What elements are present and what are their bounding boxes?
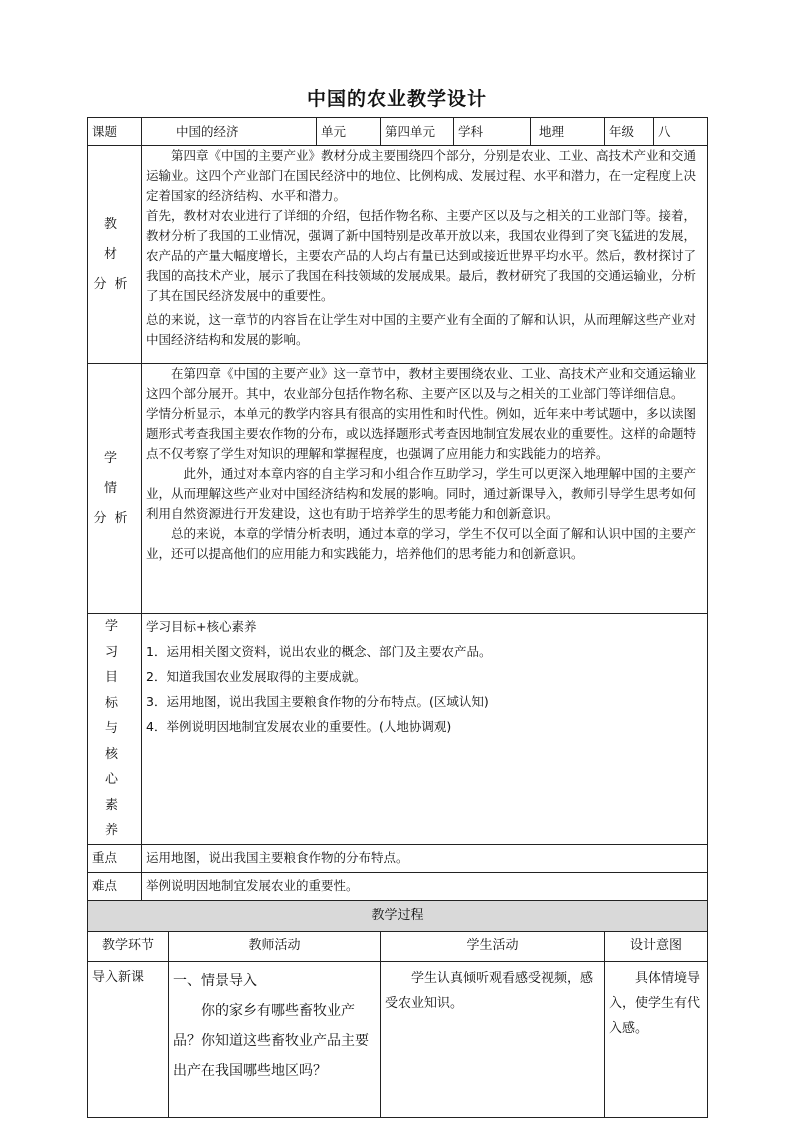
topic-label: 课题	[88, 118, 142, 146]
objectives-label-line: 养	[104, 823, 124, 838]
student-paragraph: 学情分析显示，本单元的教学内容具有很高的实用性和时代性。例如，近年来中考试题中，多以读图题形式考查我国主要农作物的分布，或以选择题形式考查因地制宜发展农业的重要性。这样的命题特点不仅考察了学生对知识的理解和掌握程度，也强调了应用能力和实践能力的培养。	[146, 406, 697, 461]
objectives-label-line: 目 标	[104, 670, 124, 711]
process-row	[88, 961, 708, 1117]
objectives-row	[88, 614, 708, 845]
material-paragraph: 总的来说，这一章节的内容旨在让学生对中国的主要产业有全面的了解和认识，从而理解这些产业对中国经济结构和发展的影响。	[146, 312, 697, 347]
column-student: 学生活动	[381, 931, 605, 961]
unit-label: 单元	[317, 118, 381, 146]
process-title-row	[88, 900, 708, 931]
student-activity: 学生认真倾听观看感受视频，感受农业知识。	[385, 970, 594, 1011]
difficult-point-value: 举例说明因地制宜发展农业的重要性。	[142, 872, 708, 900]
topic-value: 中国的经济	[142, 118, 317, 146]
student-paragraph: 总的来说，本章的学情分析表明，通过本章的学习，学生不仅可以全面了解和认识中国的主要产业，还可以提高他们的应用能力和实践能力，培养他们的思考能力和创新意识。	[146, 526, 697, 561]
material-paragraph: 首先，教材对农业进行了详细的介绍，包括作物名称、主要产区以及与之相关的工业部门等。接着，教材分析了我国的工业情况，强调了新中国特别是改革开放以来，我国农业得到了突飞猛进的发展，农产品的产量大幅度增长，主要农产品的人均占有量已达到或接近世界平均水平。然后，教材探讨了我国的高技术产业，展示了我国在科技领域的发展成果。最后，教材研究了我国的交通运输业，分析了其在国民经济发展中的重要性。	[146, 208, 697, 303]
column-teacher: 教师活动	[169, 931, 381, 961]
objective-item: 2．知道我国农业发展取得的主要成就。	[146, 669, 367, 684]
teacher-heading: 一、情景导入	[173, 972, 257, 989]
key-point-row	[88, 844, 708, 872]
student-row	[88, 364, 708, 614]
intent-cell	[605, 961, 708, 1117]
page-title: 中国的农业教学设计	[306, 88, 487, 110]
objective-item: 1．运用相关图文资料，说出农业的概念、部门及主要农产品。	[146, 644, 492, 659]
difficult-point-label: 难点	[88, 872, 142, 900]
student-content	[142, 364, 708, 614]
process-title: 教学过程	[88, 900, 708, 931]
objective-item: 3．运用地图，说出我国主要粮食作物的分布特点。(区域认知)	[146, 694, 489, 709]
teacher-cell	[169, 961, 381, 1117]
objectives-label-line: 学 习	[104, 619, 124, 660]
objectives-content	[142, 614, 708, 845]
student-cell	[381, 961, 605, 1117]
student-paragraph: 在第四章《中国的主要产业》这一章节中，教材主要围绕农业、工业、高技术产业和交通运输业这四个部分展开。其中，农业部分包括作物名称、主要产区以及与之相关的工业部门等详细信息。	[146, 366, 697, 401]
objectives-heading: 学习目标+核心素养	[146, 619, 257, 634]
unit-value: 第四单元	[381, 118, 454, 146]
teacher-text: 你的家乡有哪些畜牧业产品？你知道这些畜牧业产品主要出产在我国哪些地区吗？	[173, 1002, 369, 1079]
subject-label: 学科	[454, 118, 531, 146]
material-paragraph: 第四章《中国的主要产业》教材分成主要围绕四个部分，分别是农业、工业、高技术产业和交通运输业。这四个产业部门在国民经济中的地位、比例构成、发展过程、水平和潜力，在一定程度上决定着国家的经济结构、水平和潜力。	[146, 148, 697, 203]
material-row	[88, 146, 708, 364]
student-label: 学 情 分析	[88, 364, 142, 614]
objectives-label	[88, 614, 142, 845]
objectives-label-line: 与 核	[104, 721, 124, 762]
objectives-label-line: 心 素	[104, 772, 124, 813]
material-label: 教 材 分析	[88, 146, 142, 364]
key-point-label: 重点	[88, 844, 142, 872]
stage-cell: 导入新课	[88, 961, 169, 1117]
key-point-value: 运用地图，说出我国主要粮食作物的分布特点。	[142, 844, 708, 872]
student-paragraph: 此外，通过对本章内容的自主学习和小组合作互助学习，学生可以更深入地理解中国的主要产业，从而理解这些产业对中国经济结构和发展的影响。同时，通过新课导入，教师引导学生思考如何利用自然资源进行开发建设，这也有助于培养学生的思考能力和创新意识。	[146, 466, 697, 521]
process-header-row	[88, 931, 708, 961]
header-row	[88, 118, 708, 146]
grade-value: 八	[654, 118, 708, 146]
grade-label: 年级	[605, 118, 654, 146]
column-intent: 设计意图	[605, 931, 708, 961]
subject-value: 地理	[531, 118, 605, 146]
lesson-plan-table	[87, 117, 708, 1118]
difficult-point-row	[88, 872, 708, 900]
objective-item: 4．举例说明因地制宜发展农业的重要性。(人地协调观)	[146, 719, 452, 734]
design-intent: 具体情境导入，使学生有代入感。	[609, 970, 701, 1036]
material-content	[142, 146, 708, 364]
column-stage: 教学环节	[88, 931, 169, 961]
